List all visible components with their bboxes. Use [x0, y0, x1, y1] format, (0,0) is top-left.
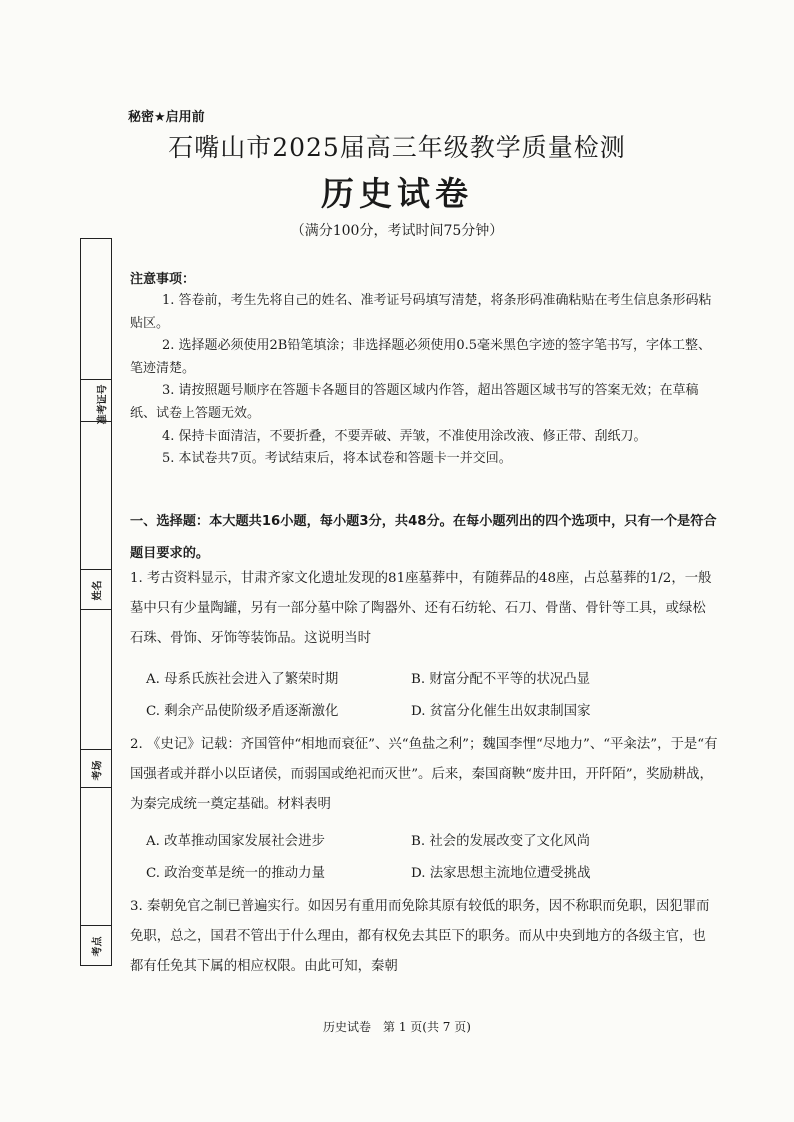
option-a: A. 改革推动国家发展社会进步 [146, 834, 325, 849]
note-item: 5. 本试卷共7页。考试结束后，将本试卷和答题卡一并交回。 [162, 451, 512, 467]
strip-divider [81, 787, 111, 788]
option-b: B. 财富分配不平等的状况凸显 [411, 672, 591, 687]
subject-title: 历史试卷 [321, 174, 473, 213]
strip-divider [81, 749, 111, 750]
note-item: 3. 请按照题号顺序在答题卡各题目的答题区域内作答，超出答题区域书写的答案无效；在草稿纸、试卷上答题无效。 [130, 383, 699, 421]
strip-label-name: 姓名 [92, 580, 104, 601]
strip-label-ticket: 准考证号 [97, 384, 109, 425]
question-2-stem: 2. 《史记》记载：齐国管仲“相地而衰征”、兴“鱼盐之利”；魏国李悝“尽地力”、“平籴法”，于是“有国强者或并群小以臣诸侯，而弱国或绝祀而灭世”。后来，秦国商鞅“废井田，开阡陌”，奖励耕战，为秦完成统一奠定基础。材料表明 [130, 737, 718, 812]
note-item: 2. 选择题必须使用2B铅笔填涂；非选择题必须使用0.5毫米黑色字迹的签字笔书写，字体工整、笔迹清楚。 [130, 338, 712, 376]
exam-title: 石嘴山市2025届高三年级教学质量检测 [168, 133, 626, 162]
strip-divider [81, 609, 111, 610]
question-1-stem: 1. 考古资料显示，甘肃齐家文化遗址发现的81座墓葬中，有随葬品的48座，占总墓葬的1/2，一般墓中只有少量陶罐，另有一部分墓中除了陶器外、还有石纺轮、石刀、骨凿、骨针等工具，或绿松石珠、骨饰、牙饰等装饰品。这说明当时 [130, 571, 712, 646]
strip-divider [81, 569, 111, 570]
strip-label-site: 考点 [92, 936, 104, 957]
option-c: C. 政治变革是统一的推动力量 [146, 866, 325, 881]
option-d: D. 法家思想主流地位遭受挑战 [411, 866, 591, 881]
question-3-stem: 3. 秦朝免官之制已普遍实行。如因另有重用而免除其原有较低的职务，因不称职而免职，因犯罪而免职，总之，国君不管出于什么理由，都有权免去其臣下的职务。而从中央到地方的各级主官，也都有任免其下属的相应权限。由此可知，秦朝 [130, 899, 710, 974]
strip-divider [81, 421, 111, 422]
strip-divider [81, 379, 111, 380]
page-footer: 历史试卷 第 1 页(共 7 页) [323, 1020, 471, 1034]
section-heading: 一、选择题：本大题共16小题，每小题3分，共48分。在每小题列出的四个选项中，只有一个是符合题目要求的。 [130, 514, 717, 561]
option-c: C. 剩余产品使阶级矛盾逐渐激化 [146, 704, 339, 719]
option-a: A. 母系氏族社会进入了繁荣时期 [146, 672, 339, 687]
option-b: B. 社会的发展改变了文化风尚 [411, 834, 591, 849]
strip-divider [81, 925, 111, 926]
binding-strip [80, 238, 112, 966]
notes-heading: 注意事项： [130, 272, 196, 287]
option-d: D. 贫富分化催生出奴隶制国家 [411, 704, 591, 719]
note-item: 4. 保持卡面清洁，不要折叠，不要弄破、弄皱，不准使用涂改液、修正带、刮纸刀。 [162, 428, 647, 444]
strip-label-room: 考场 [92, 760, 104, 781]
exam-info: （满分100分，考试时间75分钟） [290, 223, 504, 239]
notes-list [130, 290, 714, 471]
confidential-mark: 秘密★启用前 [128, 110, 205, 125]
note-item: 1. 答卷前，考生先将自己的姓名、准考证号码填写清楚，将条形码准确粘贴在考生信息条形码粘贴区。 [130, 293, 712, 331]
